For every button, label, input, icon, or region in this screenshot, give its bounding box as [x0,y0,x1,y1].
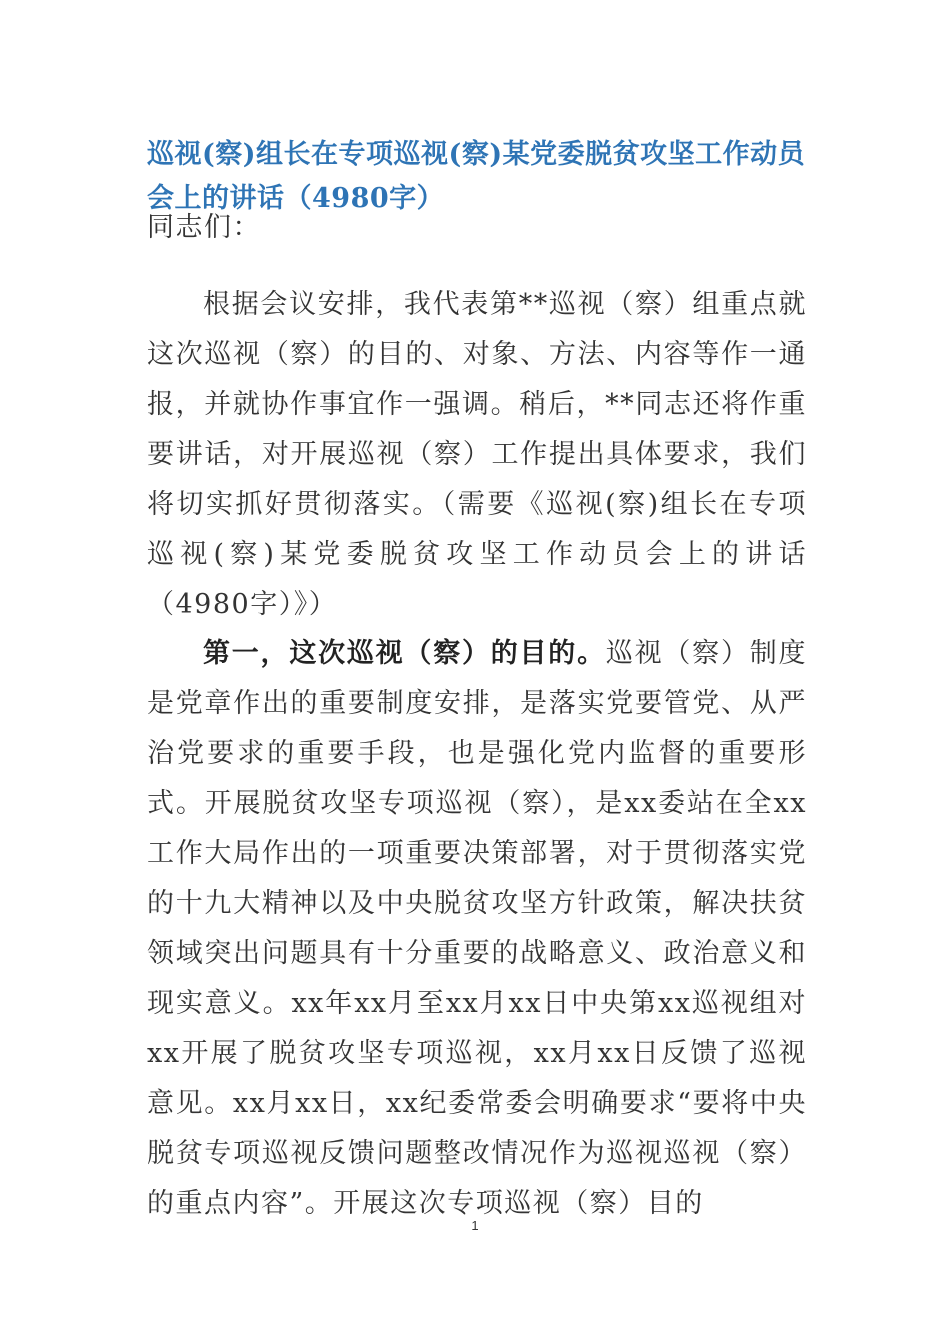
paragraph-purpose-heading: 第一，这次巡视（察）的目的。 [203,638,606,669]
paragraph-purpose [147,629,807,1229]
paragraph-intro: 根据会议安排，我代表第**巡视（察）组重点就这次巡视（察）的目的、对象、方法、内容等作一通报，并就协作事宜作一强调。稍后，**同志还将作重要讲话，对开展巡视（察）工作提出具体要求，我们将切实抓好贯彻落实。（需要《巡视(察)组长在专项巡视(察)某党委脱贫攻坚工作动员会上的讲话（4980字）》） [147,289,807,620]
document-title: 巡视(察)组长在专项巡视(察)某党委脱贫攻坚工作动员会上的讲话（4980字） [147,139,806,214]
page-number: 1 [471,1218,479,1233]
paragraph-purpose-body: 巡视（察）制度是党章作出的重要制度安排，是落实党要管党、从严治党要求的重要手段，也是强化党内监督的重要形式。开展脱贫攻坚专项巡视（察），是xx委站在全xx工作大局作出的一项重要决策部署，对于贯彻落实党的十九大精神以及中央脱贫攻坚方针政策，解决扶贫领域突出问题具有十分重要的战略意义、政治意义和现实意义。xx年xx月至xx月xx日中央第xx巡视组对xx开展了脱贫攻坚专项巡视，xx月xx日反馈了巡视意见。xx月xx日，xx纪委常委会明确要求“要将中央脱贫专项巡视反馈问题整改情况作为巡视巡视（察）的重点内容”。开展这次专项巡视（察）目的 [147,638,808,1219]
salutation: 同志们： [147,212,261,243]
